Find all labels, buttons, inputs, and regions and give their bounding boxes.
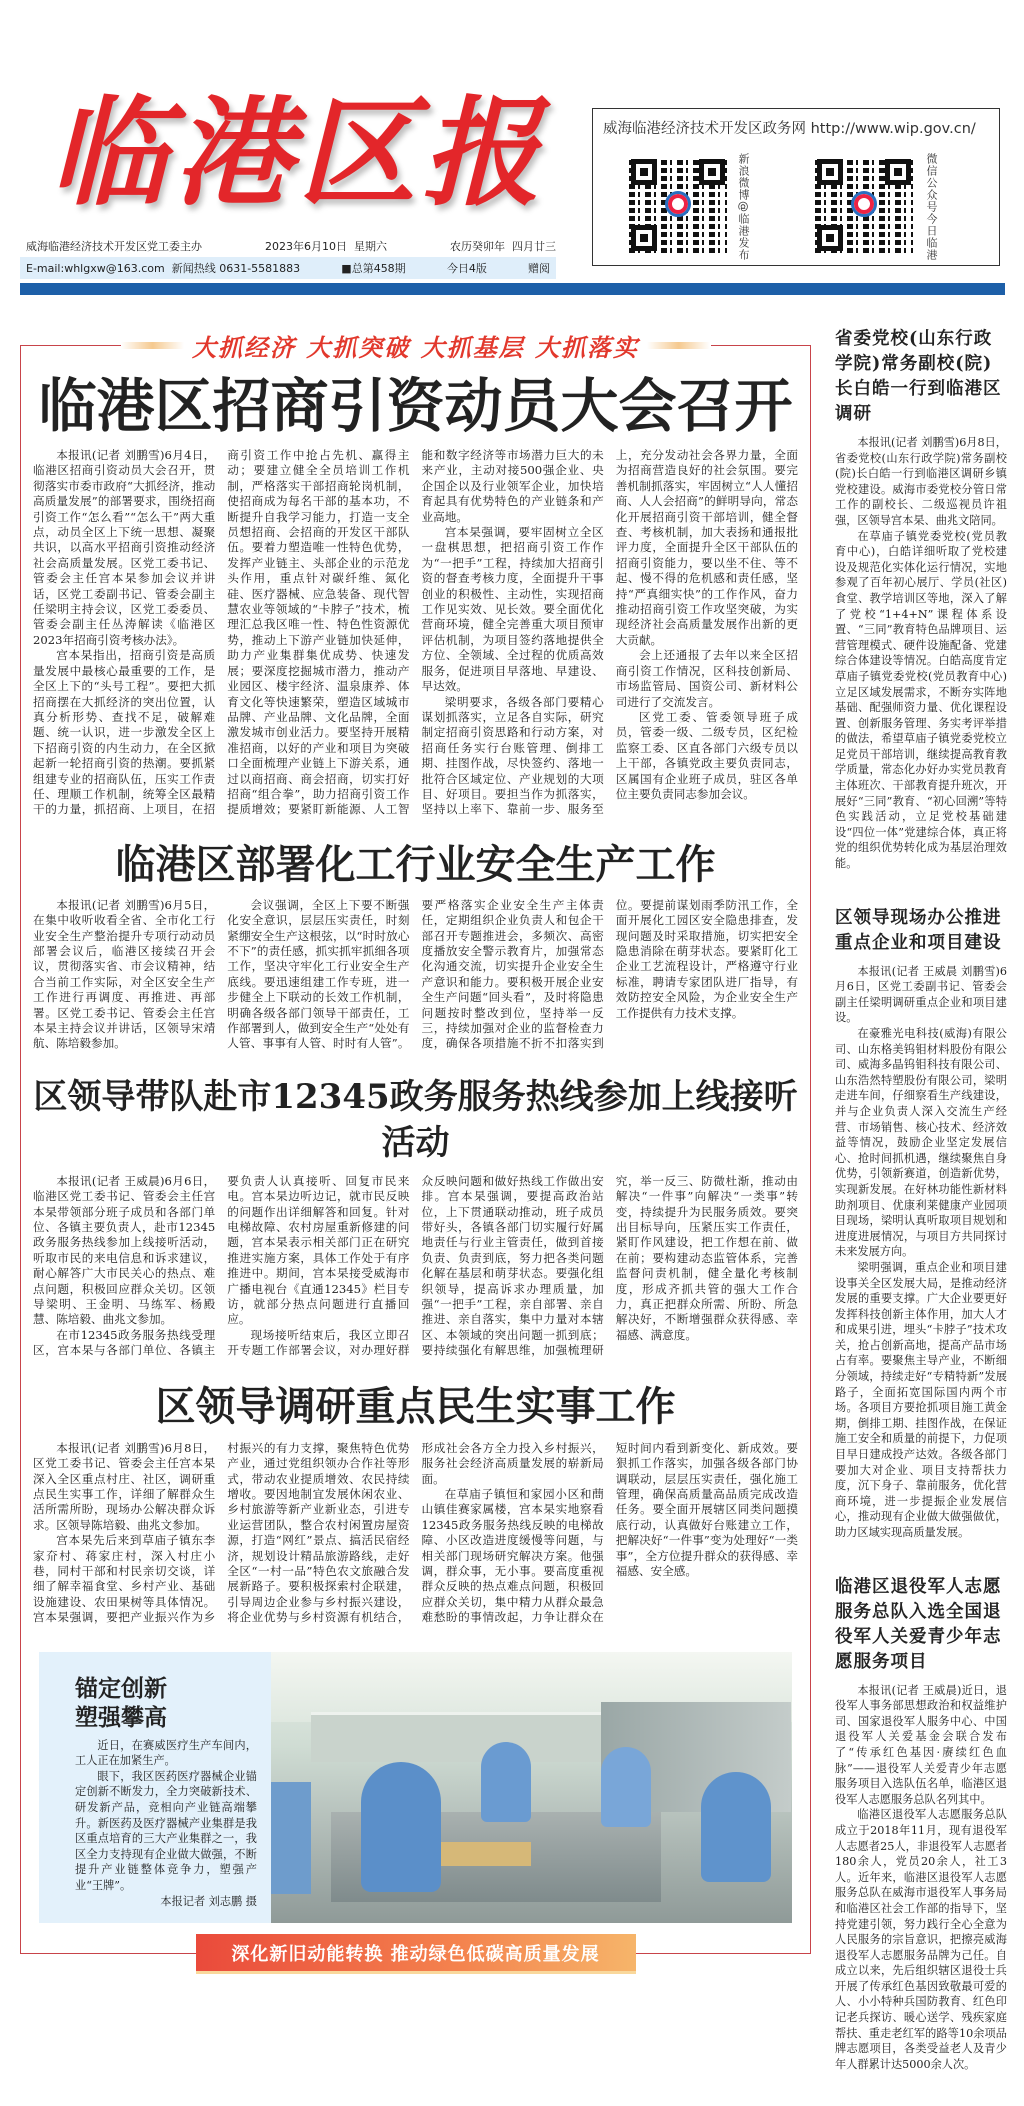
weekday: 星期六 <box>354 240 387 253</box>
footer-banner: 深化新旧动能转换 推动绿色低碳高质量发展 <box>196 1934 636 1974</box>
hotline: 新闻热线 0631-5581883 <box>171 262 301 275</box>
article-4 <box>31 1381 800 1626</box>
paragraph: 会议强调，全区上下要不断强化安全意识，层层压实责任，时刻紧绷安全生产这根弦，以“时时放心不下”的责任感，抓实抓牢抓细各项工作，坚决守牢化工行业安全生产底线。要迅速组建工作专班，进一步健全上下联动的长效工作机制，明确各级各部门领导干部责任，工作部署到人，做到安全生产“处处有人管、事事有人管、时时有人管”。要严格落实企业安全生产主体责任，定期组织企业负责人和包企干部召开专题推进会，多频次、高密度播放安全警示教育片，加强常态化沟通交流，切实提升企业安全生产意识和能力。要积极开展企业安全生产问题“回头看”，及时将隐患问题按时整改到位，坚持举一反三，持续加强对企业的监督检查力度，确保各项措施不折不扣落实到位。要提前谋划雨季防汛工作，全面开展化工园区安全隐患排查，发现问题及时采取措施，切实把安全隐患消除在萌芽状态。要紧盯化工企业工艺流程设计，严格遵守行业标准，聘请专家团队进厂指导，有效防控安全风险，为企业安全生产工作提供有力技术支撑。 <box>227 897 798 1051</box>
paragraph: 宫本杲强调，要牢固树立全区一盘棋思想，把招商引资工作作为“一把手”工程，持续加大招商引资的督查考核力度，全面提升干事创业的积极性、主动性，实现招商工作见实效、见长效。要全面优化营商环境，健全完善重大项目预审评估机制，为项目签约落地提供全方位、全领域、全过程的优质高效服务，促进项目早落地、早建设、早达效。 <box>421 525 604 694</box>
masthead-logo: 临港区报 <box>50 83 547 222</box>
photo-title-line-1: 锚定创新 <box>75 1674 167 1702</box>
wechat-label: 微信公众号今日临港 <box>925 153 938 261</box>
paragraph: 在草庙子镇党委党校(党员教育中心)，白皓详细听取了党校建设及规范化实体化运行情况，实地参观了百年初心展厅、学员(社区)食堂、教学培训区等地，深入了解了党校“1+4+N”课程体系设置、“三同”教育特色品牌项目、运营管理模式、硬件设施配备、党建综合体建设等情况。白皓高度肯定草庙子镇党委党校(党员教育中心)立足区域发展需求，不断夯实阵地基础、配强师资力量、优化课程设置、创新服务管理、务实考评举措的做法，希望草庙子镇党委党校立足党员干部培训，继续提高教育教学质量，常态化办好办实党员教育主体班次、干部教育提升班次，开展好“三同”教育、“初心回溯”等特色实践活动，立足党校基础建设“四位一体”党建综合体，真正将党的组织优势转化成为基层治理效能。 <box>835 529 1007 871</box>
photo-feature <box>39 1652 792 1924</box>
distribution: 赠阅 <box>527 262 550 275</box>
caption-paragraph: 眼下，我区医药医疗器械企业锚定创新不断发力，全力突破新技术、研发新产品，竞相向产业链高端攀升。新医药及医疗器械产业集群是我区重点培育的三大产业集群之一，我区全力支持现有企业做大做强，不断提升产业链整体竞争力，塑强产业“王牌”。 <box>75 1769 257 1892</box>
paragraph: 区党工委、管委领导班子成员，管委一级、二级专员，区纪检监察工委、区直各部门六级专员以上干部，各镇党政主要负责同志，区属国有企业班子成员，驻区各单位主要负责同志参加会议。 <box>615 709 798 801</box>
slogan-bar <box>121 328 711 362</box>
article-2-headline: 临港区部署化工行业安全生产工作 <box>115 840 716 888</box>
sidebar <box>835 327 1007 2106</box>
issue-date: 2023年6月10日 <box>265 240 347 253</box>
masthead-divider <box>20 283 1005 295</box>
paragraph: 宫本杲先后来到草庙子镇东李家夼村、蒋家庄村，深入村庄小巷，同村干部和村民亲切交谈，详细了解幸福食堂、乡村产业、基础设施建设、农田果树等具体情况。宫本杲强调，要把产业振兴作为乡村振兴的有力支撑，聚焦特色优势产业，通过党组织领办合作社等形式，带动农业提质增效、农民持续增收。要因地制宜发展休闲农业、乡村旅游等新产业新业态，引进专业运营团队，整合农村闲置房屋资源，打造“网红”景点、搞活民宿经济，规划设计精品旅游路线，走好全区“一村一品”特色农文旅融合发展新路子。要积极探索村企联建，引导周边企业参与乡村振兴建设，将企业优势与乡村资源有机结合，形成社会各方全力投入乡村振兴，服务社会经济高质量发展的崭新局面。 <box>33 1440 604 1625</box>
sponsor: 威海临港经济技术开发区党工委主办 <box>26 240 202 253</box>
photo-title-line-2: 塑强攀高 <box>75 1703 167 1731</box>
page-count: 今日4版 <box>446 262 487 275</box>
weibo-label: 新浪微博@临港发布 <box>737 153 750 261</box>
paragraph: 本报讯(记者 王威晨)近日，退役军人事务部思想政治和权益维护司、国家退役军人服务中心、中国退役军人关爱基金会联合发布了“传承红色基因·赓续红色血脉”——退役军人关爱青少年志愿服务项目入选队伍名单，临港区退役军人志愿服务总队名列其中。 <box>835 1683 1007 1806</box>
paragraph: 本报讯(记者 刘鹏雪)6月8日，省委党校(山东行政学院)常务副校(院)长白皓一行到临港区调研乡镇党校建设。威海市委党校分管日常工作的副校长、二级巡视员许祖强，区领导宫本杲、曲兆文陪同。 <box>835 436 1007 527</box>
paragraph: 在市12345政务服务热线受理区，宫本杲与各部门单位、各镇主要负责人认真接听、回复市民来电。宫本杲边听边记，就市民反映的问题作出详细解答和回复。针对电梯故障、农村房屋重新修建的问题，宫本杲表示相关部门正在研究推进实施方案，具体工作处于有序推进中。期间，宫本杲接受威海市广播电视台《直通12345》栏目专访，就部分热点问题进行直播回应。 <box>33 1173 410 1358</box>
paragraph: 本报讯(记者 刘鹏雪)6月5日，在集中收听收看全省、全市化工行业安全生产整治提升专项行动动员部署会议后，临港区接续召开会议，贯彻落实省、市会议精神，结合当前工作实际，对全区安全生产工作进行再调度、再推进、再部署。区党工委书记、管委会主任宫本杲主持会议并讲话，区领导宋靖航、陈培毅参加。 <box>33 897 216 1051</box>
lunar-day: 四月廿三 <box>512 240 556 253</box>
gov-site-link[interactable]: 威海临港经济技术开发区政务网 http://www.wip.gov.cn/ <box>603 121 976 137</box>
paragraph: 会上还通报了去年以来全区招商引资工作情况，区科技创新局、市场监管局、国资公司、新材料公司进行了交流发言。 <box>615 648 798 709</box>
issue-number: ■总第458期 <box>341 262 406 275</box>
sidebar-headline: 区领导现场办公推进重点企业和项目建设 <box>835 907 1002 953</box>
photo-caption-panel <box>39 1652 271 1924</box>
article-2-body <box>33 898 798 1052</box>
paragraph: 宫本杲指出，招商引资是高质量发展中最核心最重要的工作，是全区上下的“头号工程”。要把大抓招商摆在大抓经济的突出位置，认真分析形势、查找不足，破解难题、统一认识，进一步激发全区上下招商引资的内生动力，在全区掀起新一轮招商引资的热潮。要抓紧组建专业的招商队伍，压实工作责任、理顺工作机制，统筹全区最精干的力量，抓招商、上项目，在招商引资工作中抢占先机、赢得主动；要建立健全全员培训工作机制，严格落实干部招商轮岗机制，使招商成为每名干部的基本功，不断提升自我学习能力，打造一支全员想招商、会招商的开发区干部队伍。要着力塑造唯一性特色优势，发挥产业链主、头部企业的示范龙头作用，重点针对碳纤维、氮化硅、医疗器械、应急装备、现代智慧农业等领域的“卡脖子”技术，梳理汇总我区唯一性、特色性资源优势，推动上下游产业链加快延伸，助力产业集群集优成势、快速发展；要深度挖掘城市潜力，推动产业园区、楼宇经济、温泉康养、体育文化等快速繁荣，塑造区域城市品牌、产业品牌、文化品牌，全面激发城市创业活力。要坚持开展精准招商，以好的产业和项目为突破口全面梳理产业链上下游关系，通过以商招商、商会招商，切实打好招商“组合拳”，助力招商引资工作提质增效；要紧盯新能源、人工智能和数字经济等市场潜力巨大的未来产业，主动对接500强企业、央企国企以及行业领军企业，加快培育起具有优势特色的产业链条和产业高地。 <box>33 448 604 817</box>
sidebar-article-2 <box>835 906 1007 1541</box>
worker-figure <box>361 1762 441 1892</box>
sidebar-article-3 <box>835 1575 1007 2073</box>
article-4-headline: 区领导调研重点民生实事工作 <box>155 1382 676 1430</box>
sidebar-headline: 省委党校(山东行政学院)常务副校(院)长白皓一行到临港区调研 <box>835 329 1002 424</box>
sidebar-headline: 临港区退役军人志愿服务总队入选全国退役军人关爱青少年志愿服务项目 <box>835 1576 1002 1672</box>
paragraph: 梁明要求，各级各部门要精心谋划抓落实，立足各自实际，研究制定招商引资思路和行动方案，对招商任务实行台账管理、倒排工期、挂图作战，尽快签约、落地一批符合区域定位、产业规划的大项目、好项目。要担当作为抓落实，坚持以上率下、靠前一步、服务至上，充分发动社会各界力量，全面为招商营造良好的社会氛围。要完善机制抓落实，牢固树立“人人懂招商、人人会招商”的鲜明导向，常态化开展招商引资干部培训，健全督查、考核机制，加大表扬和通报批评力度，全面提升全区干部队伍的招商引资能力，要以坐不住、等不起、慢不得的危机感和责任感，坚持“严真细实快”的工作作风，奋力推动招商引资工作攻坚突破，为实现经济社会高质量发展作出新的更大贡献。 <box>421 448 798 817</box>
masthead-info <box>26 238 556 254</box>
paragraph: 本报讯(记者 王威晨 刘鹏雪)6月6日，区党工委副书记、管委会副主任梁明调研重点企业和项目建设。 <box>835 964 1007 1025</box>
paragraph: 本报讯(记者 刘鹏雪)6月8日，区党工委书记、管委会主任宫本杲深入全区重点村庄、社区，调研重点民生实事工作，详细了解群众生活所需所盼，现场办公解决群众诉求。区领导陈培毅、曲兆文参加。 <box>33 1440 216 1532</box>
article-4-body <box>33 1441 798 1626</box>
photo-credit: 本报记者 刘志鹏 摄 <box>160 1894 257 1908</box>
paragraph: 本报讯(记者 王威晨)6月6日，临港区党工委书记、管委会主任宫本杲带领部分班子成员和各部门单位、各镇主要负责人，赴市12345政务服务热线参加上线接听活动，听取市民的来电信息和诉求建议，耐心解答广大市民关心的热点、难点问题，积极回应群众关切。区领导梁明、王金明、马练军、杨殿慧、陈培毅、曲兆文参加。 <box>33 1173 216 1327</box>
lead-section <box>20 327 811 1994</box>
lunar-year: 农历癸卯年 <box>450 240 505 253</box>
article-1-headline: 临港区招商引资动员大会召开 <box>38 372 793 440</box>
article-3-headline: 区领导带队赴市12345政务服务热线参加上线接听活动 <box>33 1076 798 1163</box>
article-3-body <box>33 1174 798 1359</box>
paragraph: 临港区退役军人志愿服务总队成立于2018年11月，现有退役军人志愿者25人，非退役军人志愿者180余人，党员20余人，社工3人。近年来，临港区退役军人志愿服务总队在威海市退役军人事务局和临港区社会工作部的指导下，坚持党建引领，努力践行全心全意为人民服务的宗旨意识，把擦亮威海退役军人志愿服务品牌为己任。自成立以来，先后组织辖区退役士兵开展了传承红色基因致敬最可爱的人、小小特种兵国防教育、红色印记老兵探访、暖心送学、残疾家庭帮扶、重走老红军的路等10余项品牌志愿项目，各类受益老人及青少年人群累计达5000余人次。 <box>835 1808 1007 2071</box>
page-content <box>20 327 1007 2106</box>
article-3 <box>31 1074 800 1359</box>
paragraph: 在草庙子镇恒和家园小区和蔄山镇佳赛家属楼，宫本杲实地察看12345政务服务热线反映的电梯故障、小区改造进度缓慢等问题，与相关部门现场研究解决方案。他强调，群众事，无小事。要高度重视群众反映的热点难点问题，积极回应群众关切，集中精力从群众最急难愁盼的事情改起，力争让群众在短时间内看到新变化、新成效。要狠抓工作落实，加强各级各部门协调联动，层层压实责任，强化施工管理，确保高质量高品质完成改造任务。要全面开展辖区同类问题摸底行动，认真做好台账建立工作，把解决好“一件事”变为处理好“一类事”，全方位提升群众的获得感、幸福感、安全感。 <box>421 1440 798 1625</box>
masthead-info-bar <box>20 257 556 279</box>
wechat-qr-code-icon <box>815 157 913 253</box>
slogan: 大抓经济 大抓突破 大抓基层 大抓落实 <box>191 332 640 362</box>
paragraph: 现场接听结束后，我区立即召开专题工作部署会议，对办理好群众反映问题和做好热线工作做出安排。宫本杲强调，要提高政治站位，上下贯通联动推动，班子成员带好头，各镇各部门切实履行好属地责任与行业主管责任，做到首接负责、负责到底，努力把各类问题化解在基层和萌芽状态。要强化组织领导，提高诉求办理质量，加强“一把手”工程，亲自部署、亲自推进、亲自落实，集中力量对本辖区、本领域的突出问题一抓到底；要持续强化有解思维，加强梳理研究，举一反三、防微杜渐，推动由解决“一件事”向解决“一类事”转变，持续提升为民服务质效。要突出目标导向，压紧压实工作责任，紧盯作风建设，把工作想在前、做在前；要构建动态监管体系，完善监督问责机制，健全量化考核制度，形成齐抓共管的强大工作合力，真正把群众所需、所盼、所急解决好，不断增强群众获得感、幸福感、满意度。 <box>227 1173 798 1358</box>
qr-box <box>592 108 1000 266</box>
article-1-body <box>33 448 798 818</box>
article-1 <box>31 370 800 818</box>
paragraph: 在豪雅光电科技(威海)有限公司、山东格美钨钼材料股份有限公司、威海多晶钨钼科技有限公司、山东浩然特塑股份有限公司，梁明走进车间，仔细察看生产线建设，并与企业负责人深入交流生产经营、市场销售、核心技术、经济效益等情况，鼓励企业坚定发展信心、抢时间抓机遇，继续聚焦自身优势，引领新赛道，创造新优势，实现新发展。在好林功能性新材料助剂项目、优康利莱健康产业园项目现场，梁明认真听取项目规划和进度进展情况，与项目方共同探讨未来发展方向。 <box>835 1027 1007 1259</box>
weibo-qr-code-icon <box>629 157 727 253</box>
factory-workers-photo <box>271 1652 792 1924</box>
paragraph: 本报讯(记者 刘鹏雪)6月4日，临港区招商引资动员大会召开，贯彻落实市委市政府“大抓经济，推动高质量发展”的部署要求，围绕招商引资工作“怎么看”“怎么干”两大重点，动员全区上下统一思想、凝聚共识，以高水平招商引资推动经济社会高质量发展。区党工委书记、管委会主任宫本杲参加会议并讲话，区党工委副书记、管委会副主任梁明主持会议，区党工委委员、管委会副主任丛涛解读《临港区2023年招商引资考核办法》。 <box>33 448 216 647</box>
paragraph: 梁明强调，重点企业和项目建设事关全区发展大局，是推动经济发展的重要支撑。广大企业要更好发挥科技创新主体作用，加大人才和成果引进，埋头“卡脖子”技术攻关，抢占创新高地，提高产品市场占有率。要聚焦主导产业，不断细分领域，持续走好“专精特新”发展路子，全面拓宽国际国内两个市场。各项目方要抢抓项目施工黄金期，倒排工期、挂图作战，在保证施工安全和质量的前提下，力促项目早日建成投产达效。各级各部门要加大对企业、项目支持帮扶力度，沉下身子、靠前服务，优化营商环境，进一步提振企业发展信心，推动现有企业做大做强做优，助力区域实现高质量发展。 <box>835 1260 1007 1539</box>
caption-paragraph: 近日，在赛威医疗生产车间内，工人正在加紧生产。 <box>75 1738 257 1768</box>
article-2 <box>31 840 800 1052</box>
email: E-mail:whlgxw@163.com <box>26 262 165 275</box>
sidebar-article-1 <box>835 327 1007 872</box>
